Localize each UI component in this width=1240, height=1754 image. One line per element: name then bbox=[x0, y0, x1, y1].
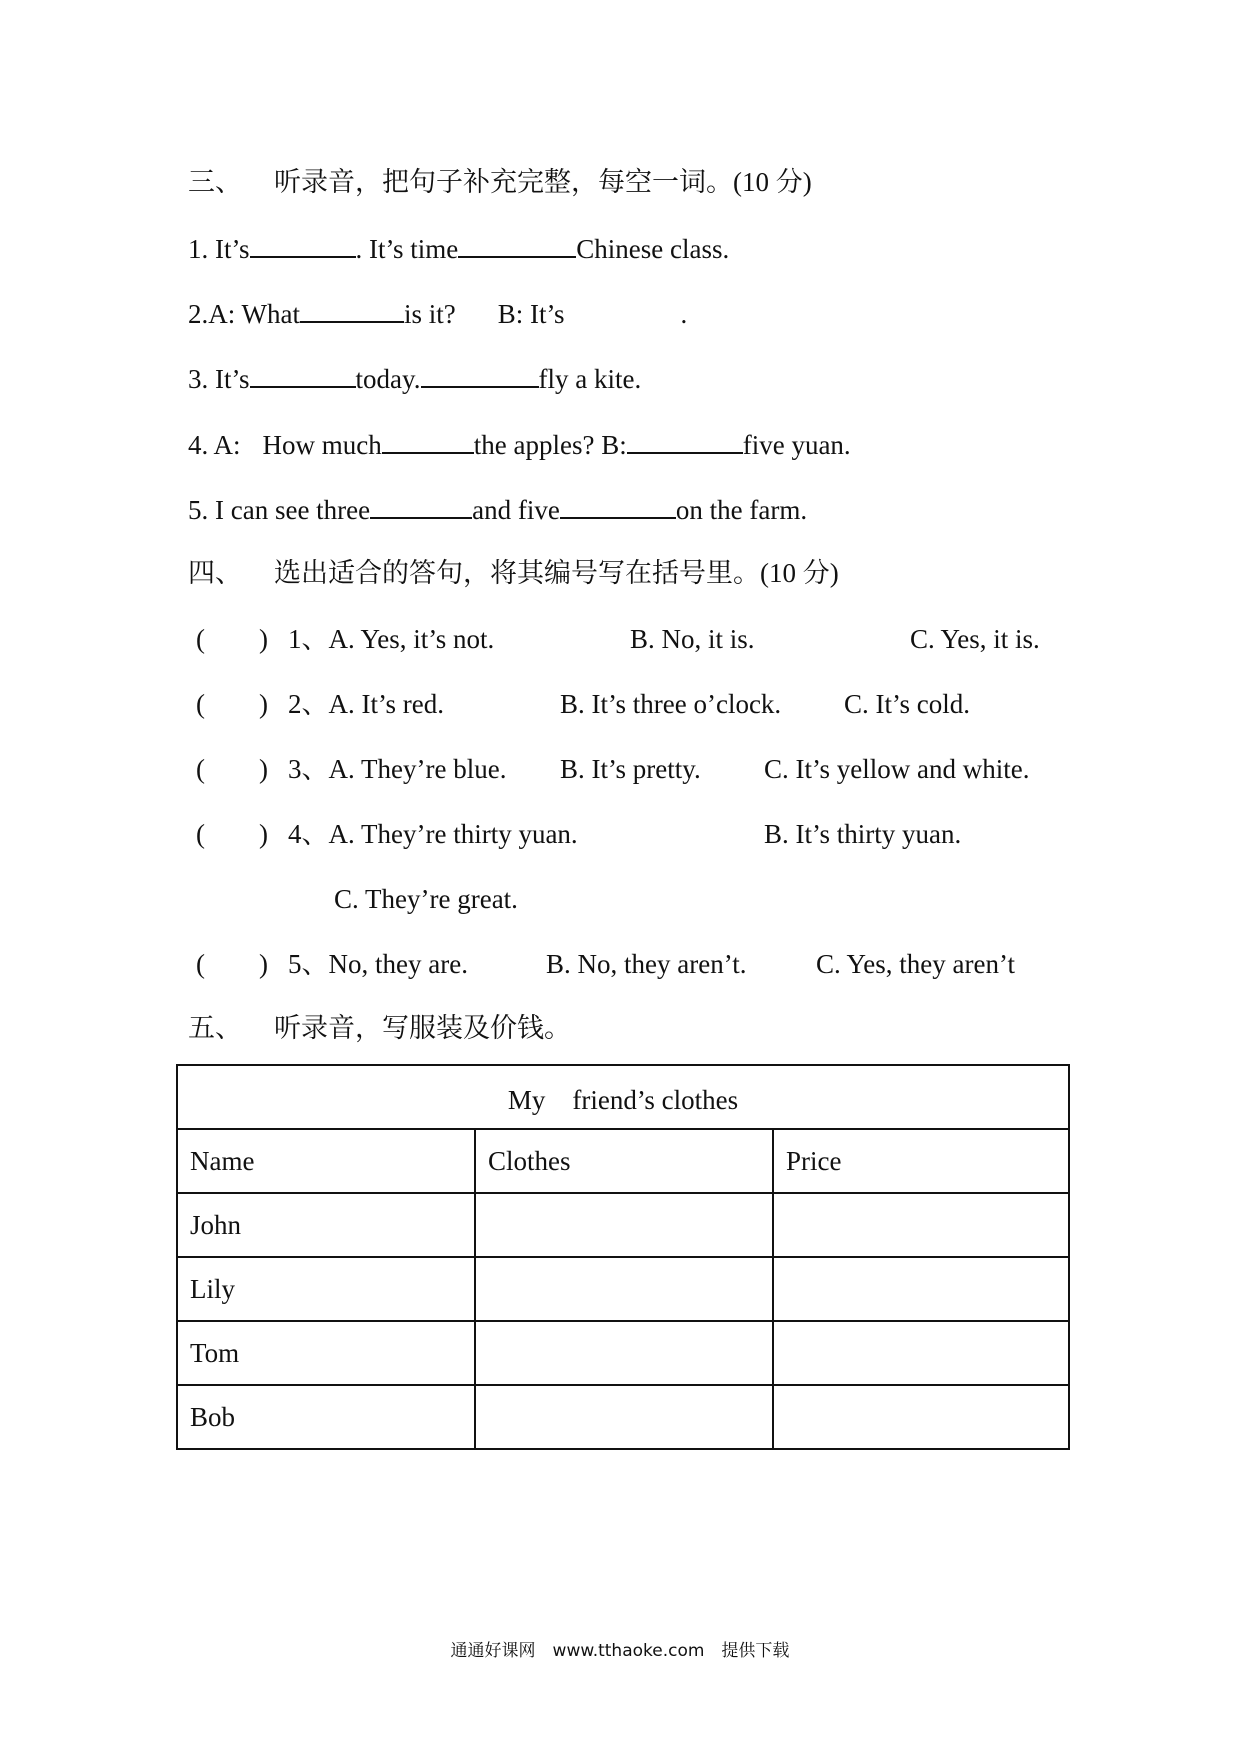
table-caption: My friend’s clothes bbox=[177, 1065, 1069, 1129]
name-cell: Tom bbox=[177, 1321, 475, 1385]
question-3-5 bbox=[188, 493, 807, 526]
price-cell[interactable] bbox=[773, 1257, 1069, 1321]
option-c: C. Yes, it is. bbox=[910, 624, 1040, 654]
option-a: 1、A. Yes, it’s not. bbox=[288, 624, 495, 654]
table-row bbox=[177, 1193, 1069, 1257]
question-3-1 bbox=[188, 232, 729, 265]
answer-parentheses[interactable]: ( ) bbox=[196, 819, 268, 849]
text: on the farm. bbox=[675, 495, 808, 525]
answer-blank[interactable] bbox=[250, 232, 356, 258]
table-row bbox=[177, 1385, 1069, 1449]
table-row bbox=[177, 1321, 1069, 1385]
section-title: 选出适合的答句，将其编号写在括号里。(10 分) bbox=[274, 558, 839, 588]
question-3-3 bbox=[188, 362, 641, 395]
clothes-table bbox=[176, 1064, 1070, 1450]
header-name: Name bbox=[177, 1129, 475, 1193]
price-cell[interactable] bbox=[773, 1321, 1069, 1385]
text: How much bbox=[262, 430, 382, 460]
clothes-cell[interactable] bbox=[475, 1257, 773, 1321]
section-number: 五、 bbox=[188, 1013, 242, 1043]
answer-blank[interactable] bbox=[560, 493, 676, 519]
answer-blank[interactable] bbox=[250, 362, 356, 388]
section-number: 三、 bbox=[188, 167, 242, 197]
option-c: C. It’s cold. bbox=[844, 689, 970, 719]
option-b: B. It’s thirty yuan. bbox=[764, 819, 962, 849]
text: . bbox=[680, 299, 688, 329]
option-b: B. No, they aren’t. bbox=[546, 949, 747, 979]
text: today. bbox=[355, 364, 421, 394]
text: is it? bbox=[403, 299, 456, 329]
text: Chinese class. bbox=[576, 234, 730, 264]
text: fly a kite. bbox=[538, 364, 642, 394]
option-a: 4、A. They’re thirty yuan. bbox=[288, 819, 578, 849]
answer-parentheses[interactable]: ( ) bbox=[196, 949, 268, 979]
clothes-cell[interactable] bbox=[475, 1321, 773, 1385]
text: B: It’s bbox=[497, 299, 565, 329]
option-c: C. It’s yellow and white. bbox=[764, 754, 1030, 784]
clothes-cell[interactable] bbox=[475, 1193, 773, 1257]
option-b: B. No, it is. bbox=[630, 624, 755, 654]
name-cell: John bbox=[177, 1193, 475, 1257]
name-cell: Bob bbox=[177, 1385, 475, 1449]
table-header-row bbox=[177, 1129, 1069, 1193]
text: 4. A: bbox=[188, 430, 241, 460]
answer-parentheses[interactable]: ( ) bbox=[196, 689, 268, 719]
answer-blank[interactable] bbox=[300, 297, 404, 323]
question-3-4 bbox=[188, 428, 851, 461]
text: five yuan. bbox=[742, 430, 851, 460]
clothes-cell[interactable] bbox=[475, 1385, 773, 1449]
section-5-heading bbox=[188, 1012, 571, 1044]
option-a: 2、A. It’s red. bbox=[288, 689, 444, 719]
text: 3. It’s bbox=[188, 364, 250, 394]
price-cell[interactable] bbox=[773, 1385, 1069, 1449]
option-b: B. It’s three o’clock. bbox=[560, 689, 782, 719]
answer-parentheses[interactable]: ( ) bbox=[196, 624, 268, 654]
header-clothes: Clothes bbox=[475, 1129, 773, 1193]
option-a: 5、No, they are. bbox=[288, 949, 468, 979]
section-title: 听录音，写服装及价钱。 bbox=[274, 1013, 571, 1043]
name-cell: Lily bbox=[177, 1257, 475, 1321]
text: 1. It’s bbox=[188, 234, 250, 264]
answer-blank[interactable] bbox=[627, 428, 743, 454]
answer-blank[interactable] bbox=[370, 493, 472, 519]
answer-blank[interactable] bbox=[458, 232, 576, 258]
option-c: C. They’re great. bbox=[334, 884, 518, 914]
section-number: 四、 bbox=[188, 558, 242, 588]
question-3-2 bbox=[188, 297, 687, 330]
text: the apples? B: bbox=[473, 430, 627, 460]
price-cell[interactable] bbox=[773, 1193, 1069, 1257]
text: 5. I can see three bbox=[188, 495, 371, 525]
option-c: C. Yes, they aren’t bbox=[816, 949, 1015, 979]
option-a: 3、A. They’re blue. bbox=[288, 754, 507, 784]
answer-blank[interactable] bbox=[421, 362, 539, 388]
table-row bbox=[177, 1257, 1069, 1321]
section-title: 听录音，把句子补充完整，每空一词。(10 分) bbox=[274, 167, 812, 197]
text: 2.A: What bbox=[188, 299, 300, 329]
section-4-heading bbox=[188, 557, 839, 589]
section-3-heading bbox=[188, 166, 812, 198]
option-b: B. It’s pretty. bbox=[560, 754, 701, 784]
answer-parentheses[interactable]: ( ) bbox=[196, 754, 268, 784]
text: . It’s time bbox=[355, 234, 459, 264]
text: and five bbox=[472, 495, 560, 525]
footer-source: 通通好课网 www.tthaoke.com 提供下载 bbox=[450, 1641, 790, 1661]
table-caption-row bbox=[177, 1065, 1069, 1129]
answer-blank[interactable] bbox=[382, 428, 474, 454]
header-price: Price bbox=[773, 1129, 1069, 1193]
